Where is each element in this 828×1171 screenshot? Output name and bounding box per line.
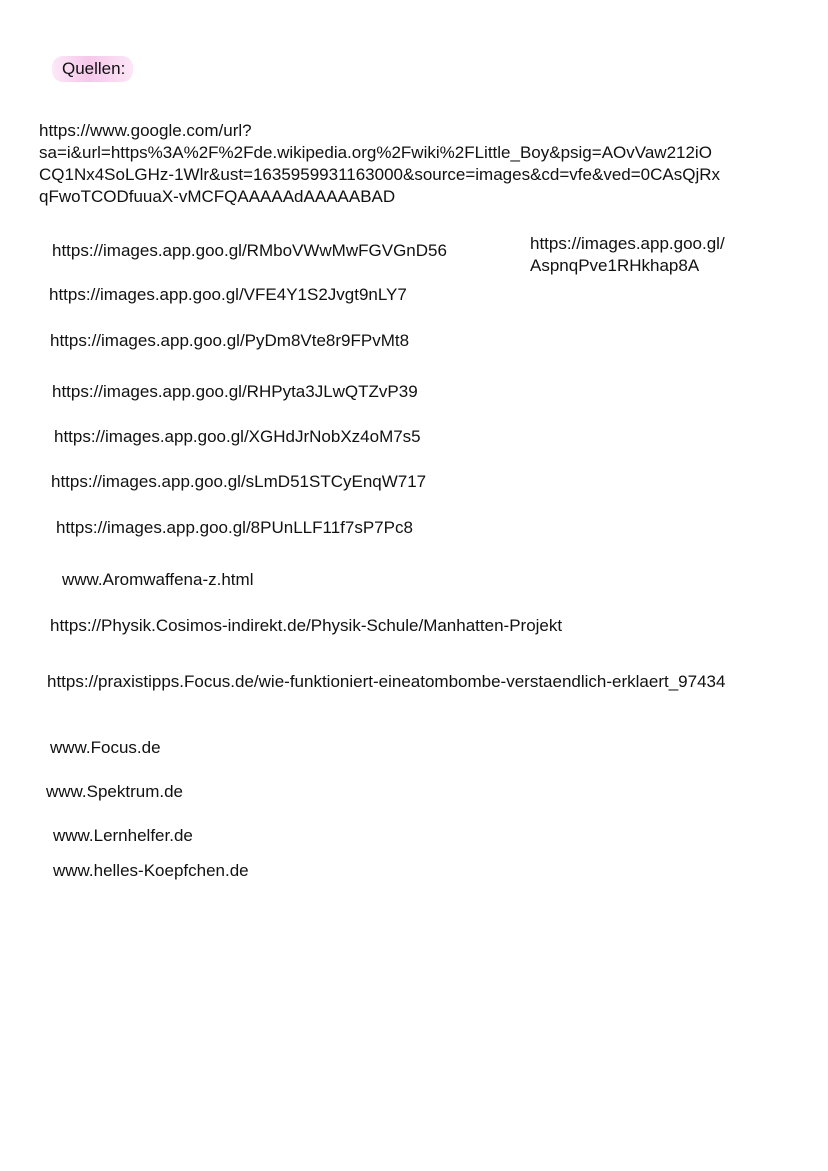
source-spektrum: www.Spektrum.de <box>46 782 183 801</box>
source-image-link-side-line: AspnqPve1RHkhap8A <box>530 256 700 275</box>
source-google-url-line: sa=i&url=https%3A%2F%2Fde.wikipedia.org%2Fwiki%2FLittle_Boy&psig=AOvVaw212iO <box>39 143 712 162</box>
source-image-link-7: https://images.app.goo.gl/8PUnLLF11f7sP7Pc8 <box>56 518 413 537</box>
source-image-link-2: https://images.app.goo.gl/VFE4Y1S2Jvgt9nLY7 <box>49 285 407 304</box>
source-google-url-line: qFwoTCODfuuaX-vMCFQAAAAAdAAAAABAD <box>39 187 396 206</box>
source-focus: www.Focus.de <box>50 738 161 757</box>
source-physik-cosmos: https://Physik.Cosimos-indirekt.de/Physik-Schule/Manhatten-Projekt <box>50 616 563 635</box>
source-lernhelfer: www.Lernhelfer.de <box>53 826 193 845</box>
source-google-url-line: https://www.google.com/url? <box>39 121 252 140</box>
source-aromwaffen: www.Aromwaffena-z.html <box>62 570 254 589</box>
sources-heading: Quellen: <box>52 56 133 82</box>
source-image-link-side <box>530 233 725 277</box>
source-helles-koepfchen: www.helles-Koepfchen.de <box>53 861 249 880</box>
source-praxistipps-focus: https://praxistipps.Focus.de/wie-funktioniert-eineatombombe-verstaendlich-erklaert_97434 <box>47 672 726 691</box>
source-google-url <box>39 120 720 208</box>
source-image-link-1: https://images.app.goo.gl/RMboVWwMwFGVGnD56 <box>52 241 447 260</box>
source-image-link-3: https://images.app.goo.gl/PyDm8Vte8r9FPvMt8 <box>50 331 410 350</box>
source-google-url-line: CQ1Nx4SoLGHz-1Wlr&ust=1635959931163000&source=images&cd=vfe&ved=0CAsQjRx <box>39 165 721 184</box>
source-image-link-side-line: https://images.app.goo.gl/ <box>530 234 725 253</box>
source-image-link-6: https://images.app.goo.gl/sLmD51STCyEnqW717 <box>51 472 427 491</box>
source-image-link-4: https://images.app.goo.gl/RHPyta3JLwQTZvP39 <box>52 382 418 401</box>
source-image-link-5: https://images.app.goo.gl/XGHdJrNobXz4oM7s5 <box>54 427 421 446</box>
